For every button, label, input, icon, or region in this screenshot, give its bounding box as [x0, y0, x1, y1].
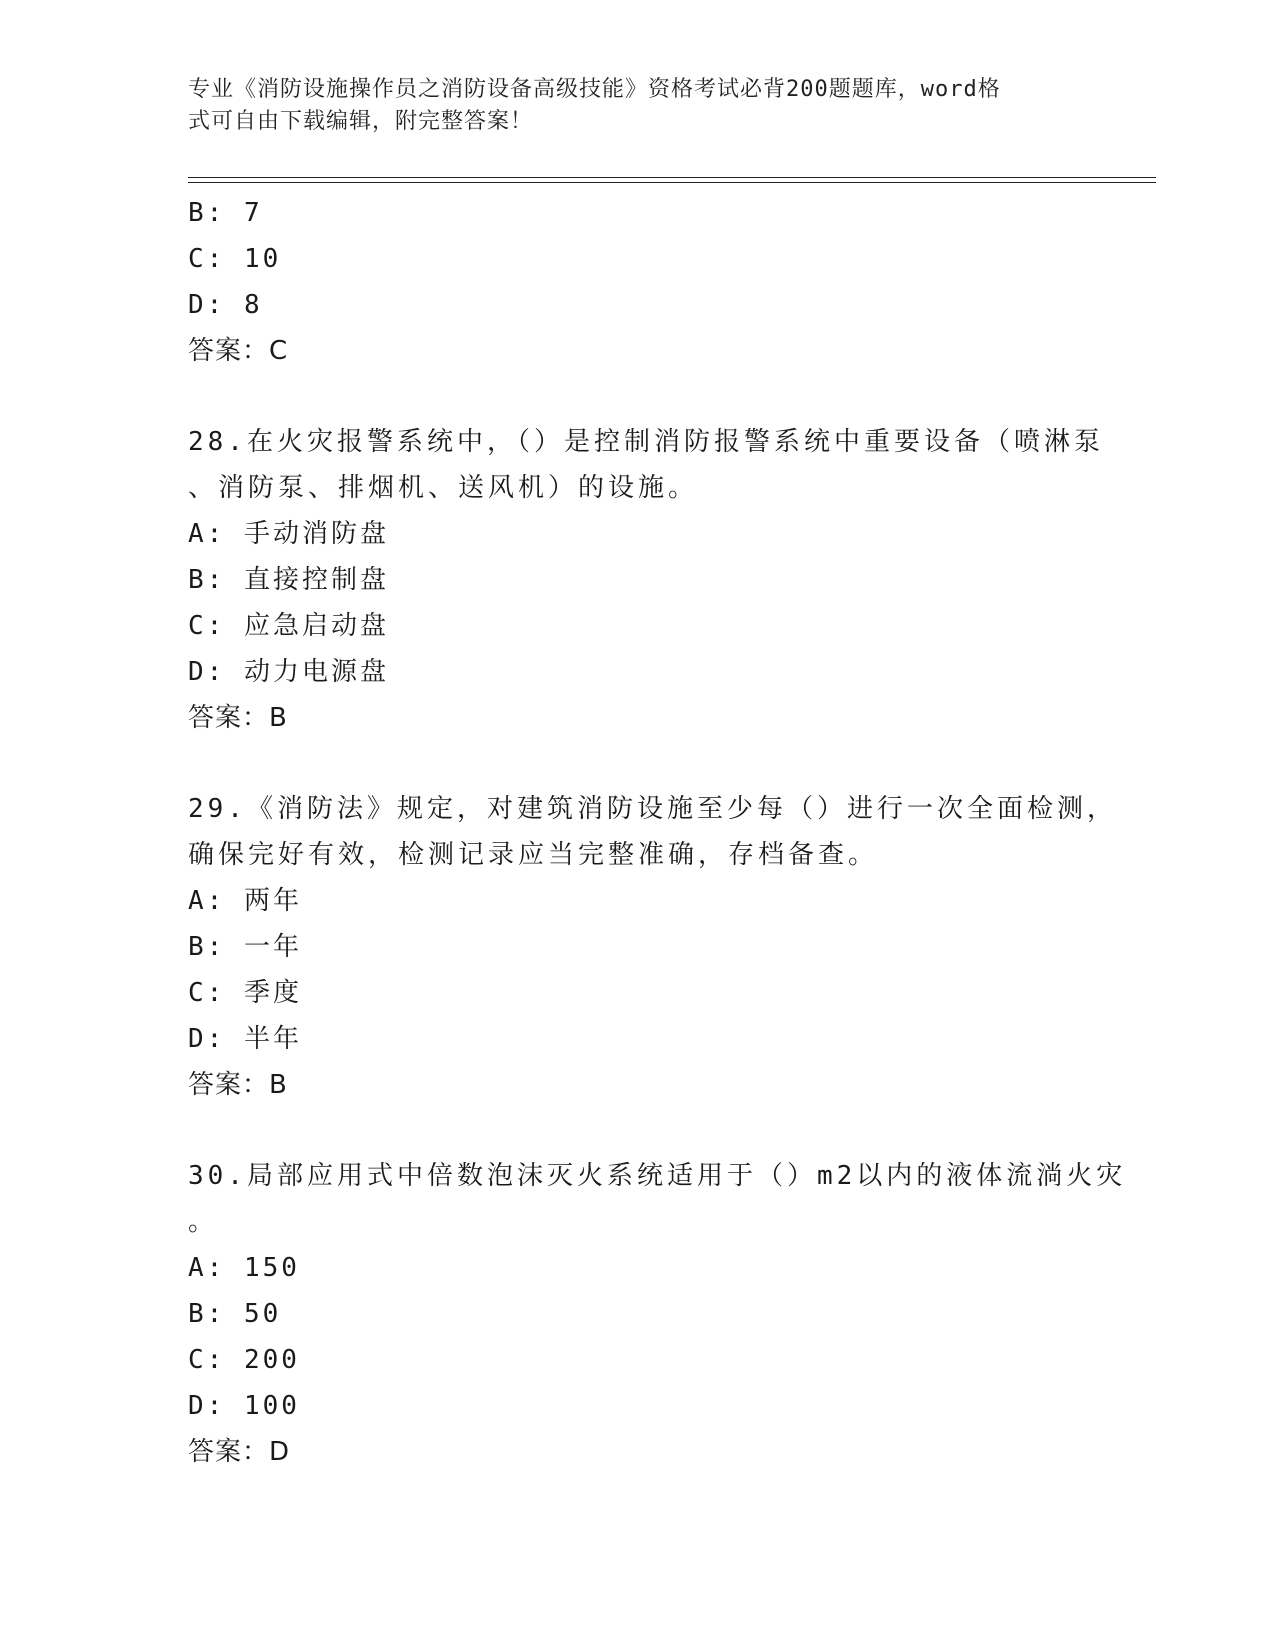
question-text — [188, 1153, 1127, 1245]
document-header — [188, 74, 1068, 138]
option-b: B: 50 — [188, 1299, 282, 1329]
header-divider-bottom — [188, 182, 1156, 183]
option-a: A: 150 — [188, 1253, 300, 1283]
header-line-1: 专业《消防设施操作员之消防设备高级技能》资格考试必背200题题库，word格 — [188, 77, 1001, 102]
option-d: D: 半年 — [188, 1024, 302, 1054]
option-a: A: 手动消防盘 — [188, 519, 389, 549]
option-d: D: 动力电源盘 — [188, 657, 389, 687]
question-line: 28.在火灾报警系统中，（）是控制消防报警系统中重要设备（喷淋泵 — [188, 427, 1104, 457]
header-divider-top — [188, 177, 1156, 178]
question-28 — [188, 419, 1104, 741]
option-b: B: 一年 — [188, 932, 302, 962]
option-a: A: 两年 — [188, 886, 302, 916]
question-text — [188, 419, 1104, 511]
question-line: 确保完好有效，检测记录应当完整准确，存档备查。 — [188, 840, 879, 870]
option-b: B: 7 — [188, 198, 263, 228]
option-c: C: 200 — [188, 1345, 300, 1375]
question-line: 、消防泵、排烟机、送风机）的设施。 — [188, 473, 699, 503]
answer-text: 答案：D — [188, 1437, 291, 1467]
question-line: 29.《消防法》规定，对建筑消防设施至少每（）进行一次全面检测， — [188, 794, 1117, 824]
option-d: D: 100 — [188, 1391, 300, 1421]
header-line-2: 式可自由下载编辑，附完整答案！ — [188, 109, 534, 134]
answer-text: 答案：B — [188, 1070, 288, 1100]
question-30 — [188, 1153, 1127, 1475]
question-27-fragment — [188, 190, 1088, 374]
option-d: D: 8 — [188, 290, 263, 320]
question-line: 。 — [188, 1207, 219, 1237]
answer-text: 答案：C — [188, 336, 289, 366]
question-list — [188, 190, 1127, 1475]
option-c: C: 10 — [188, 244, 282, 274]
option-c: C: 应急启动盘 — [188, 611, 389, 641]
option-b: B: 直接控制盘 — [188, 565, 389, 595]
question-line: 30.局部应用式中倍数泡沫灭火系统适用于（）m2以内的液体流淌火灾 — [188, 1161, 1127, 1191]
question-text — [188, 786, 1117, 878]
option-c: C: 季度 — [188, 978, 302, 1008]
question-29 — [188, 786, 1117, 1108]
answer-text: 答案：B — [188, 703, 288, 733]
